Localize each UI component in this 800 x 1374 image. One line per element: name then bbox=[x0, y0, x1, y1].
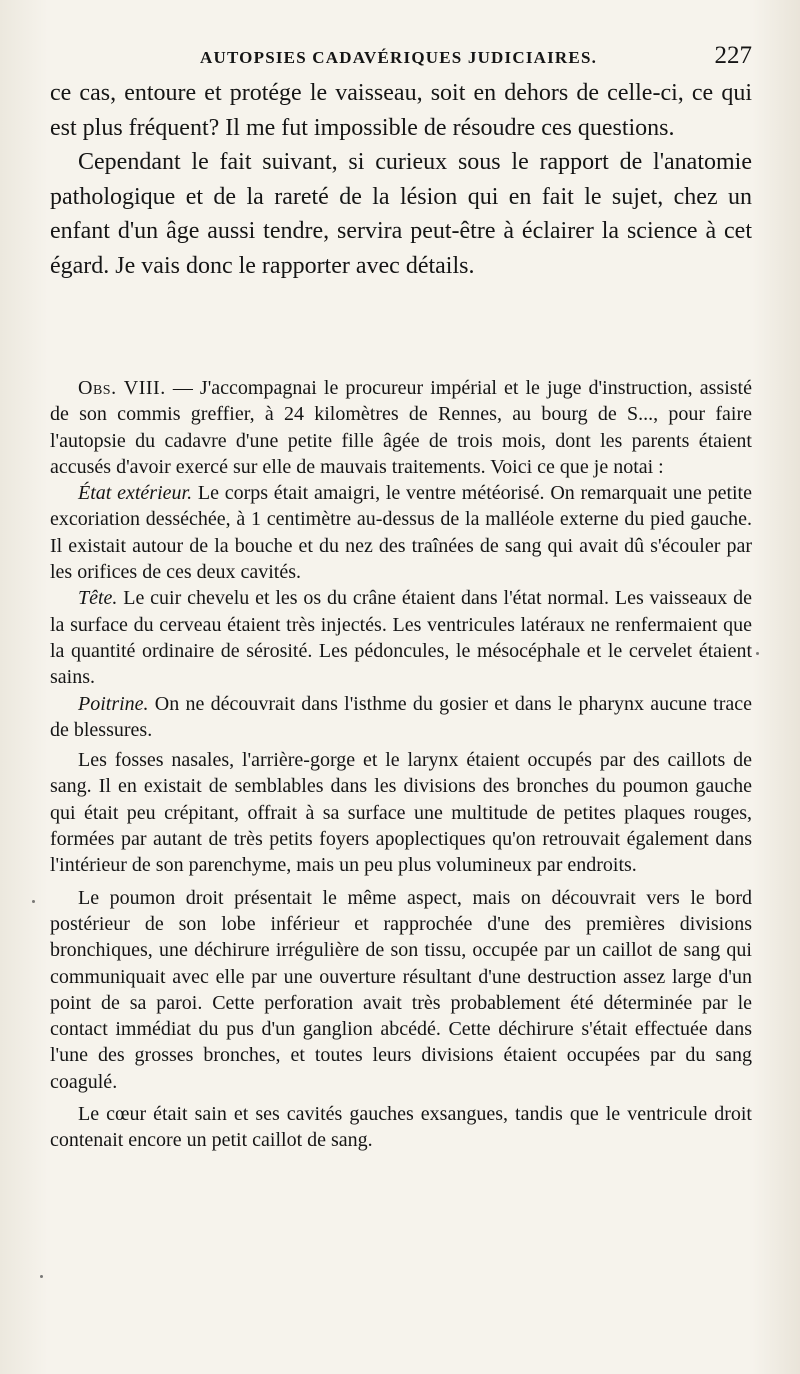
observation-intro bbox=[50, 375, 752, 480]
section-text-tete: Le cuir chevelu et les os du crâne étaient dans l'état normal. Les vaisseaux de la surface du cerveau étaient très injectés. Les ventricules latéraux ne renfermaient que la quantité ordinaire de sérosité. Les pédoncules, le mésocéphale et le cervelet étaient sains. bbox=[50, 587, 752, 689]
section-text-etat: Le corps était amaigri, le ventre météorisé. On remarquait une petite excoriation desséchée, à 1 centimètre au-dessus de la malléole externe du pied gauche. Il existait autour de la bouche et du nez des traînées de sang qui avait dû s'écouler par les orifices de ces deux cavités. bbox=[50, 482, 752, 584]
section-label-etat: État extérieur. bbox=[78, 482, 193, 505]
page-number: 227 bbox=[714, 42, 752, 69]
ink-speck bbox=[40, 1275, 43, 1278]
paragraph-1: ce cas, entoure et protége le vaisseau, soit en dehors de celle-ci, ce qui est plus fréquent? Il me fut impossible de résoudre ces questions. bbox=[50, 80, 752, 141]
section-tete bbox=[50, 585, 752, 690]
observation-label: Obs. VIII. bbox=[78, 377, 166, 399]
observation-block bbox=[50, 375, 752, 1154]
section-text-poitrine: On ne découvrait dans l'isthme du gosier et dans le pharynx aucune trace de blessures. bbox=[50, 692, 752, 741]
running-head: AUTOPSIES CADAVÉRIQUES JUDICIAIRES. bbox=[200, 48, 598, 67]
section-label-poitrine: Poitrine. bbox=[78, 692, 149, 715]
page-header bbox=[50, 42, 752, 72]
section-label-tete: Tête. bbox=[78, 587, 118, 610]
paragraph-poumon-droit: Le poumon droit présentait le même aspect, mais on découvrait vers le bord postérieur de son lobe inférieur et rapprochée d'une des premières divisions bronchiques, une déchirure irrégulière de son tissu, occupée par un caillot de sang qui communiquait avec elle par une ouverture résultant d'une destruction assez large d'un point de sa paroi. Cette perforation avait très probablement été déterminée par le contact immédiat du pus d'un ganglion abcédé. Cette déchirure s'était effectuée dans l'une des grosses bronches, et toutes leurs divisions étaient occupées par du sang coagulé. bbox=[50, 886, 752, 1093]
ink-speck bbox=[756, 652, 759, 655]
section-etat-exterieur bbox=[50, 480, 752, 585]
paragraph-fosses: Les fosses nasales, l'arrière-gorge et le larynx étaient occupés par des caillots de sang. Il en existait de semblables dans les divisions des bronches du poumon gauche qui était peu crépitant, offrait à sa surface une multitude de petites plaques rouges, formées par autant de très petits foyers apoplectiques qu'on retrouvait également dans l'intérieur de son parenchyme, mais un peu plus volumineux par endroits. bbox=[50, 749, 752, 877]
paragraph-2: Cependant le fait suivant, si curieux sous le rapport de l'anatomie pathologique et de la rareté de la lésion qui en fait le sujet, chez un enfant d'un âge aussi tendre, servira peut-être à éclairer la science à cet égard. Je vais donc le rapporter avec détails. bbox=[50, 149, 752, 279]
paragraph-coeur: Le cœur était sain et ses cavités gauches exsangues, tandis que le ventricule droit contenait encore un petit caillot de sang. bbox=[50, 1103, 752, 1152]
section-poitrine bbox=[50, 691, 752, 744]
ink-speck bbox=[32, 900, 35, 903]
observation-intro-text: — J'accompagnai le procureur impérial et le juge d'instruction, assisté de son commis greffier, à 24 kilomètres de Rennes, au bourg de S..., pour faire l'autopsie du cadavre d'une petite fille âgée de trois mois, dont les parents étaient accusés d'avoir exercé sur elle de mauvais traitements. Voici ce que je notai : bbox=[50, 377, 752, 478]
main-text bbox=[50, 76, 752, 283]
